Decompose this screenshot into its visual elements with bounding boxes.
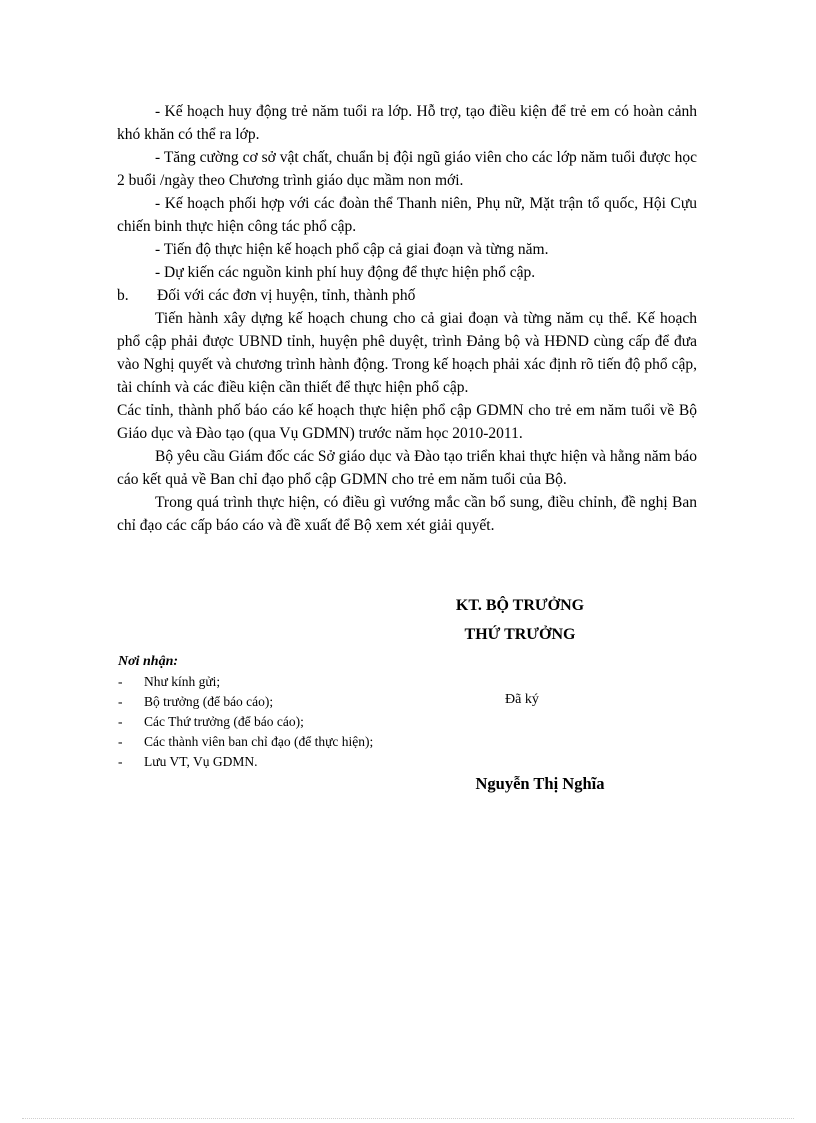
recipient-text: Như kính gửi; xyxy=(144,674,221,689)
paragraph-plan: Tiến hành xây dựng kế hoạch chung cho cả giai đoạn và từng năm cụ thể. Kế hoạch phổ cập phải được UBND tỉnh, huyện phê duyệt, trình Đảng bộ và HĐND cùng cấp để đưa vào Nghị quyết và chương trình hành động. Trong kế hoạch phải xác định rõ tiến độ phổ cập, tài chính và các điều kiện cần thiết để thực hiện phổ cập. xyxy=(117,310,697,396)
document-body xyxy=(117,100,697,537)
recipient-text: Lưu VT, Vụ GDMN. xyxy=(144,754,258,769)
signature-title-deputy: THỨ TRƯỞNG xyxy=(464,626,576,643)
signature-title-minister: KT. BỘ TRƯỞNG xyxy=(455,597,585,614)
section-b-title: Đối với các đơn vị huyện, tỉnh, thành phố xyxy=(157,287,416,304)
recipient-dash: - xyxy=(118,734,123,749)
recipients-block xyxy=(118,652,478,772)
recipient-dash: - xyxy=(118,674,123,689)
recipient-item xyxy=(118,752,478,772)
bullet-progress: - Tiến độ thực hiện kế hoạch phổ cập cả giai đoạn và từng năm. xyxy=(155,241,549,258)
recipient-text: Các thành viên ban chỉ đạo (để thực hiện); xyxy=(144,734,374,749)
section-b-heading xyxy=(117,284,697,307)
signer-name: Nguyễn Thị Nghĩa xyxy=(475,774,605,793)
bullet-facilities-teachers: - Tăng cường cơ sở vật chất, chuẩn bị đội ngũ giáo viên cho các lớp năm tuổi được học 2 buổi /ngày theo Chương trình giáo dục mầm non mới. xyxy=(117,149,697,189)
recipient-item xyxy=(118,692,478,712)
section-b-marker: b. xyxy=(117,287,129,304)
page-bottom-divider xyxy=(22,1118,794,1119)
paragraph-request: Bộ yêu cầu Giám đốc các Sở giáo dục và Đào tạo triển khai thực hiện và hằng năm báo cáo kết quả về Ban chỉ đạo phổ cập GDMN cho trẻ em năm tuổi của Bộ. xyxy=(117,448,697,488)
paragraph-report: Các tỉnh, thành phố báo cáo kế hoạch thực hiện phổ cập GDMN cho trẻ em năm tuổi về Bộ Giáo dục và Đào tạo (qua Vụ GDMN) trước năm học 2010-2011. xyxy=(117,402,697,442)
signed-note: Đã ký xyxy=(505,692,539,707)
bullet-funding: - Dự kiến các nguồn kinh phí huy động để thực hiện phổ cập. xyxy=(155,264,536,281)
recipient-dash: - xyxy=(118,714,123,729)
recipients-heading: Nơi nhận: xyxy=(118,654,179,669)
recipient-item xyxy=(118,712,478,732)
recipient-item xyxy=(118,672,478,692)
recipient-text: Bộ trưởng (để báo cáo); xyxy=(144,694,274,709)
bullet-coordination: - Kế hoạch phối hợp với các đoàn thể Thanh niên, Phụ nữ, Mặt trận tổ quốc, Hội Cựu chiến binh thực hiện công tác phổ cập. xyxy=(117,195,697,235)
recipient-dash: - xyxy=(118,754,123,769)
recipients-list xyxy=(118,672,478,772)
paragraph-issues: Trong quá trình thực hiện, có điều gì vướng mắc cần bổ sung, điều chỉnh, đề nghị Ban chỉ đạo các cấp báo cáo và đề xuất để Bộ xem xét giải quyết. xyxy=(117,494,697,534)
bullet-mobilize-children: - Kế hoạch huy động trẻ năm tuổi ra lớp. Hỗ trợ, tạo điều kiện để trẻ em có hoàn cảnh khó khăn có thể ra lớp. xyxy=(117,103,697,143)
recipient-dash: - xyxy=(118,694,123,709)
recipient-text: Các Thứ trưởng (để báo cáo); xyxy=(144,714,304,729)
recipient-item xyxy=(118,732,478,752)
